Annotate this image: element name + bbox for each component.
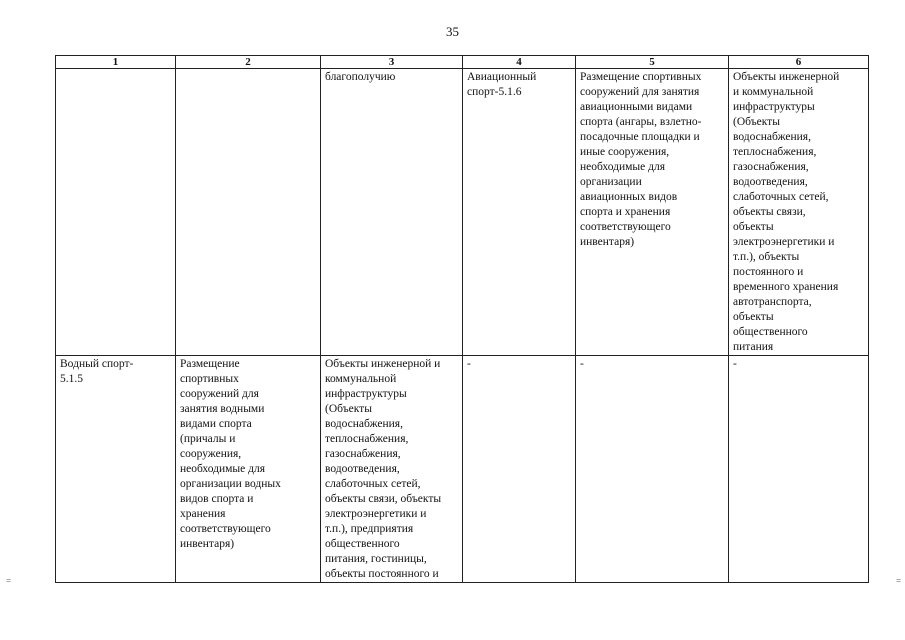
table-cell-empty-dash: - <box>576 356 729 583</box>
column-header-2: 2 <box>176 56 321 69</box>
land-use-table <box>55 55 869 583</box>
table-cell-empty-dash: - <box>729 356 869 583</box>
table-cell: Объекты инженерной и коммунальной инфраструктуры (Объекты водоснабжения, теплоснабжения, газоснабжения, водоотведения, слаботочных сетей, объекты связи, объекты электроэнергетики и т.п.), предприятия общественного питания, гостиницы, объекты постоянного и <box>321 356 463 583</box>
column-header-1: 1 <box>56 56 176 69</box>
column-header-4: 4 <box>463 56 576 69</box>
table-row <box>56 69 869 356</box>
table-cell <box>176 69 321 356</box>
column-header-5: 5 <box>576 56 729 69</box>
table-cell: Объекты инженерной и коммунальной инфраструктуры (Объекты водоснабжения, теплоснабжения, газоснабжения, водоотведения, слаботочных сетей, объекты связи, объекты электроэнергетики и т.п.), объекты постоянного и временного хранения автотранспорта, объекты общественного питания <box>729 69 869 356</box>
table-cell-empty-dash: - <box>463 356 576 583</box>
table-cell: Водный спорт- 5.1.5 <box>56 356 176 583</box>
table-header-row <box>56 56 869 69</box>
page-number: 35 <box>446 24 459 39</box>
table-cell: Размещение спортивных сооружений для занятия водными видами спорта (причалы и сооружения, необходимые для организации водных видов спорта и хранения соответствующего инвентаря) <box>176 356 321 583</box>
column-header-3: 3 <box>321 56 463 69</box>
table-cell <box>56 69 176 356</box>
scan-edge-mark-right: = <box>896 576 902 586</box>
table-row <box>56 356 869 583</box>
table-cell: Размещение спортивных сооружений для занятия авиационными видами спорта (ангары, взлетно- посадочные площадки и иные сооружения, необходимые для организации авиационных видов спорта и хранения соответствующего инвентаря) <box>576 69 729 356</box>
column-header-6: 6 <box>729 56 869 69</box>
scan-edge-mark-left: = <box>6 576 12 586</box>
table-cell: благополучию <box>321 69 463 356</box>
table-cell: Авиационный спорт-5.1.6 <box>463 69 576 356</box>
